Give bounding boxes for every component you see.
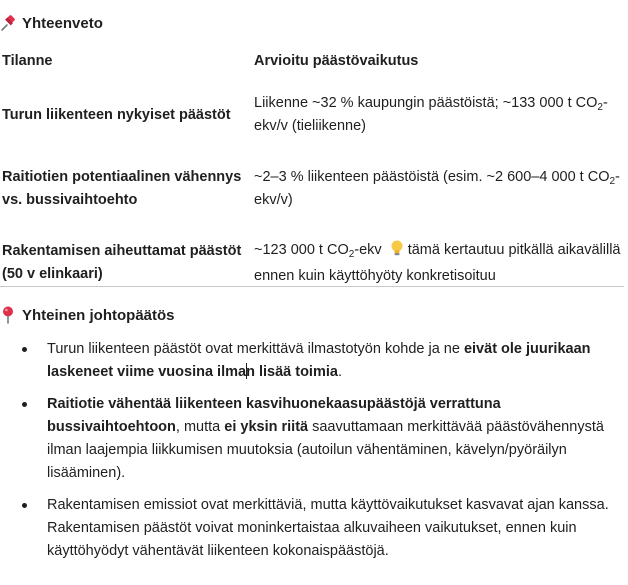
bullet-icon [22, 347, 27, 352]
bullet-icon [22, 402, 27, 407]
list-item: Raitiotie vähentää liikenteen kasvihuonekaasupäästöjä verrattuna bussivaihtoehtoon, mutta ei yksin riitä saavuttamaan merkittävää päästövähennystä ilman laajempia liikkumisen muutoksia (autoilun vähentäminen, kävelyn/pyöräilyn lisääminen). [0, 393, 624, 484]
summary-heading [0, 14, 103, 32]
table-row [0, 152, 624, 226]
row-label: Raitiotien potentiaalinen vähennys vs. bussivaihtoehto [2, 169, 242, 208]
column-header-situation: Tilanne [2, 53, 53, 69]
list-item: Turun liikenteen päästöt ovat merkittävä ilmastotyön kohde ja ne eivät ole juurikaan laskeneet viime vuosina ilman lisää toimia. [0, 338, 624, 383]
conclusion-title: Yhteinen johtopäätös [22, 306, 175, 324]
round-pushpin-icon [0, 306, 22, 324]
column-header-effect: Arvioitu päästövaikutus [254, 53, 419, 69]
summary-title: Yhteenveto [22, 14, 103, 32]
row-effect: Liikenne ~32 % kaupungin päästöistä; ~133 000 t $CO_2-ekv/v$ (tieliikenne) [254, 95, 608, 134]
conclusion-list [0, 338, 624, 572]
conclusion-heading [0, 306, 175, 324]
pushpin-icon [0, 14, 22, 32]
row-label: Rakentamisen aiheuttamat päästöt (50 v elinkaari) [2, 243, 242, 282]
table-header-row [0, 44, 624, 78]
row-label: Turun liikenteen nykyiset päästöt [2, 106, 231, 123]
summary-table [0, 44, 624, 300]
bullet-icon [22, 503, 27, 508]
list-item: Rakentamisen emissiot ovat merkittäviä, mutta käyttövaikutukset kasvavat ajan kanssa. Rakentamisen päästöt voivat moninkertaistaa alkuvaiheen vaikutukset, ennen kuin käyttöhyödyt vähentävät liikenteen kokonaispäästöjä. [0, 494, 624, 562]
section-divider [0, 286, 624, 287]
row-effect: ~123 000 t $CO_2$-ekv tämä kertautuu pitkällä aikavälillä ennen kuin käyttöhyöty konkretisoituu [254, 241, 621, 284]
table-row [0, 226, 624, 300]
row-effect: ~2–3 % liikenteen päästöistä (esim. ~2 600–4 000 t $CO_2-ekv/v$) [254, 169, 620, 208]
table-row [0, 78, 624, 152]
lightbulb-icon [390, 240, 404, 265]
